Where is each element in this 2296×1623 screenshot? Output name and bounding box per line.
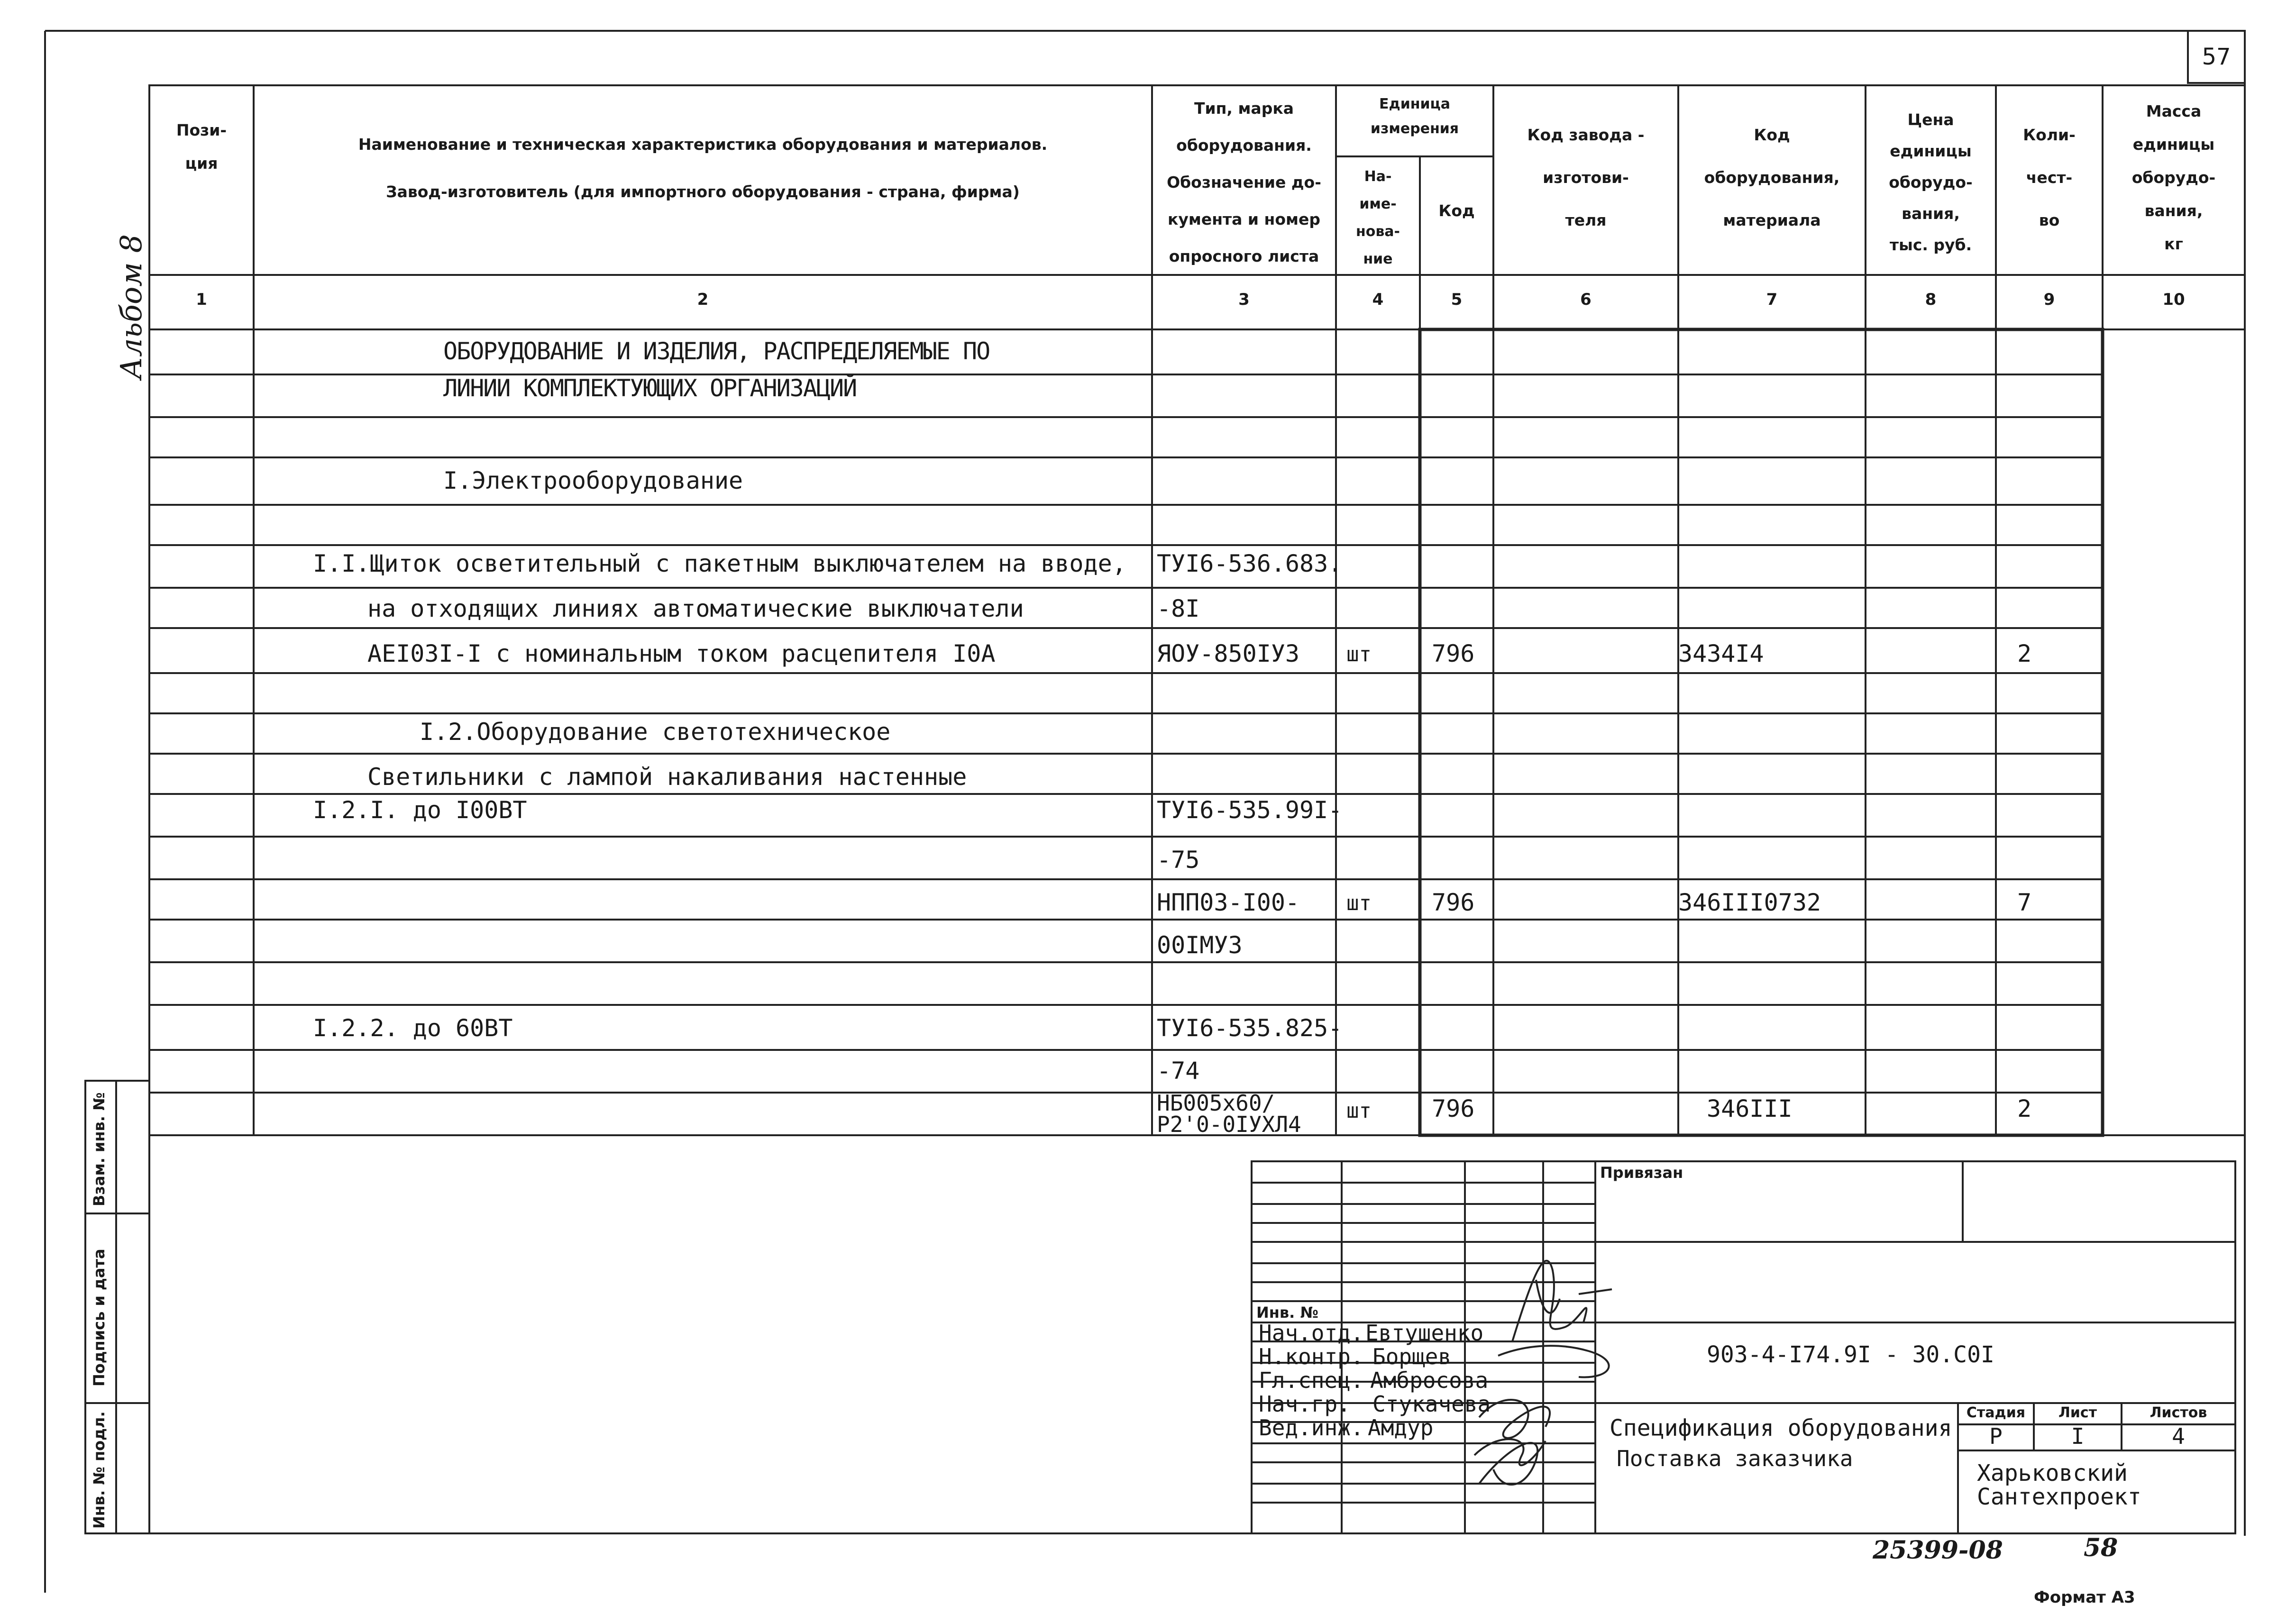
- archive-code: 25399-08: [1873, 1536, 2003, 1565]
- header-col-7: Код оборудования, материала: [1704, 126, 1840, 229]
- header-col-8: Цена единицы оборудо- вания, тыс. руб.: [1889, 110, 1973, 254]
- header-col-4: На- име- нова- ние: [1355, 168, 1400, 267]
- signer-role: Гл.спец.: [1259, 1368, 1364, 1393]
- column-number: 4: [1372, 290, 1384, 309]
- column-number: 10: [2162, 290, 2185, 309]
- item-type: НПП03-I00-: [1157, 889, 1300, 916]
- item-type: -75: [1157, 846, 1200, 874]
- item-unit-code: 796: [1432, 889, 1475, 916]
- format-label: Формат А3: [2034, 1588, 2135, 1607]
- item-name: I.2.2. до 60ВТ: [313, 1014, 513, 1042]
- privyazan-label: Привязан: [1600, 1164, 1683, 1182]
- column-number: 6: [1580, 290, 1592, 309]
- stage-label: Стадия: [1966, 1404, 2026, 1421]
- item-type: ТУI6-536.683.: [1157, 550, 1343, 577]
- signer-role: Вед.инж.: [1259, 1415, 1364, 1441]
- column-number: 8: [1925, 290, 1937, 309]
- document-title: Спецификация оборудования: [1610, 1415, 1952, 1441]
- item-type: ТУI6-535.825-: [1157, 1014, 1343, 1042]
- sheets-value: 4: [2172, 1423, 2185, 1449]
- item-unit: шт: [1346, 642, 1372, 666]
- inventory-number-label: Инв. №: [1256, 1304, 1318, 1322]
- document-code: 903-4-I74.9I - 30.С0I: [1707, 1341, 1994, 1368]
- item-name: АЕI03I-I с номинальным током расцепителя I0А: [367, 640, 996, 667]
- stage-value: Р: [1989, 1423, 2003, 1449]
- item-unit: шт: [1346, 1099, 1372, 1123]
- item-name: Светильники с лампой накаливания настенные: [367, 763, 967, 791]
- signer-name: Борщев: [1372, 1344, 1452, 1369]
- header-col-3: Тип, марка оборудования. Обозначение до- кумента и номер опросного листа: [1167, 99, 1321, 265]
- section-heading: I.Электрооборудование: [443, 467, 743, 494]
- signer-name: Стукачева: [1372, 1391, 1491, 1417]
- header-col-5: Код: [1438, 201, 1475, 220]
- column-number: 7: [1766, 290, 1778, 309]
- item-quantity: 2: [2017, 640, 2032, 667]
- section-title: ОБОРУДОВАНИЕ И ИЗДЕЛИЯ, РАСПРЕДЕЛЯЕМЫЕ ПО: [443, 337, 990, 365]
- item-name: I.I.Щиток осветительный с пакетным выключателем на вводе,: [313, 550, 1126, 577]
- item-equipment-code: 3434I4: [1678, 640, 1764, 667]
- section-title: ЛИНИИ КОМПЛЕКТУЮЩИХ ОРГАНИЗАЦИЙ: [443, 374, 857, 402]
- sheets-label: Листов: [2150, 1404, 2207, 1421]
- column-number: 9: [2043, 290, 2055, 309]
- item-equipment-code: 346III0732: [1678, 889, 1821, 916]
- signer-role: Нач.отд.: [1259, 1320, 1364, 1346]
- column-number: 2: [697, 290, 709, 309]
- item-unit-code: 796: [1432, 1095, 1475, 1122]
- side-stamp-inv-podl: Инв. № подл.: [90, 1411, 108, 1529]
- column-number: 5: [1451, 290, 1463, 309]
- item-quantity: 2: [2017, 1095, 2032, 1122]
- item-type: -8I: [1157, 595, 1200, 622]
- header-col-6: Код завода - изготови- теля: [1527, 126, 1645, 229]
- organization-name: Харьковский: [1977, 1460, 2128, 1486]
- item-name: I.2.I. до I00ВТ: [313, 796, 527, 824]
- column-number: 1: [196, 290, 207, 309]
- document-subtitle: Поставка заказчика: [1617, 1446, 1853, 1471]
- item-name: на отходящих линиях автоматические выключатели: [367, 595, 1024, 622]
- section-heading: I.2.Оборудование светотехническое: [420, 718, 891, 746]
- item-type: 00IМУ3: [1157, 931, 1243, 959]
- page-number: 57: [2202, 44, 2231, 70]
- sheet-value: I: [2071, 1423, 2085, 1449]
- item-equipment-code: 346III: [1707, 1095, 1793, 1122]
- header-col-9: Коли- чест- во: [2023, 126, 2076, 229]
- header-col-2: Наименование и техническая характеристика оборудования и материалов. Завод-изготовитель (для импортного оборудования - страна, фирма): [358, 135, 1048, 201]
- side-stamp-replacement-inv: Взам. инв. №: [90, 1092, 108, 1206]
- header-col-4-5: Единица измерения: [1370, 96, 1459, 137]
- item-type: ТУI6-535.99I-: [1157, 796, 1343, 824]
- album-label: Альбом 8: [114, 234, 148, 379]
- sheet-label: Лист: [2058, 1404, 2097, 1421]
- signer-name: Евтушенко: [1365, 1320, 1484, 1346]
- side-stamp-signature-date: Подпись и дата: [90, 1249, 108, 1386]
- item-unit-code: 796: [1432, 640, 1475, 667]
- item-type: ЯОУ-850IУ3: [1157, 640, 1300, 667]
- item-type: НБ005х60/: [1157, 1090, 1275, 1116]
- item-type: -74: [1157, 1057, 1200, 1085]
- signer-role: Н.контр.: [1259, 1344, 1364, 1369]
- header-col-1: Пози- ция: [176, 121, 227, 173]
- signer-name: Амбросова: [1370, 1368, 1489, 1393]
- item-unit: шт: [1346, 891, 1372, 915]
- header-col-10: Масса единицы оборудо- вания, кг: [2131, 102, 2216, 253]
- column-number: 3: [1238, 290, 1250, 309]
- signer-name: Амдур: [1368, 1415, 1434, 1441]
- item-quantity: 7: [2017, 889, 2032, 916]
- organization-name: Сантехпроект: [1977, 1484, 2141, 1510]
- item-type: Р2'0-0IУХЛ4: [1157, 1112, 1301, 1137]
- signer-role: Нач.гр.: [1259, 1391, 1351, 1417]
- archive-page: 58: [2084, 1533, 2118, 1562]
